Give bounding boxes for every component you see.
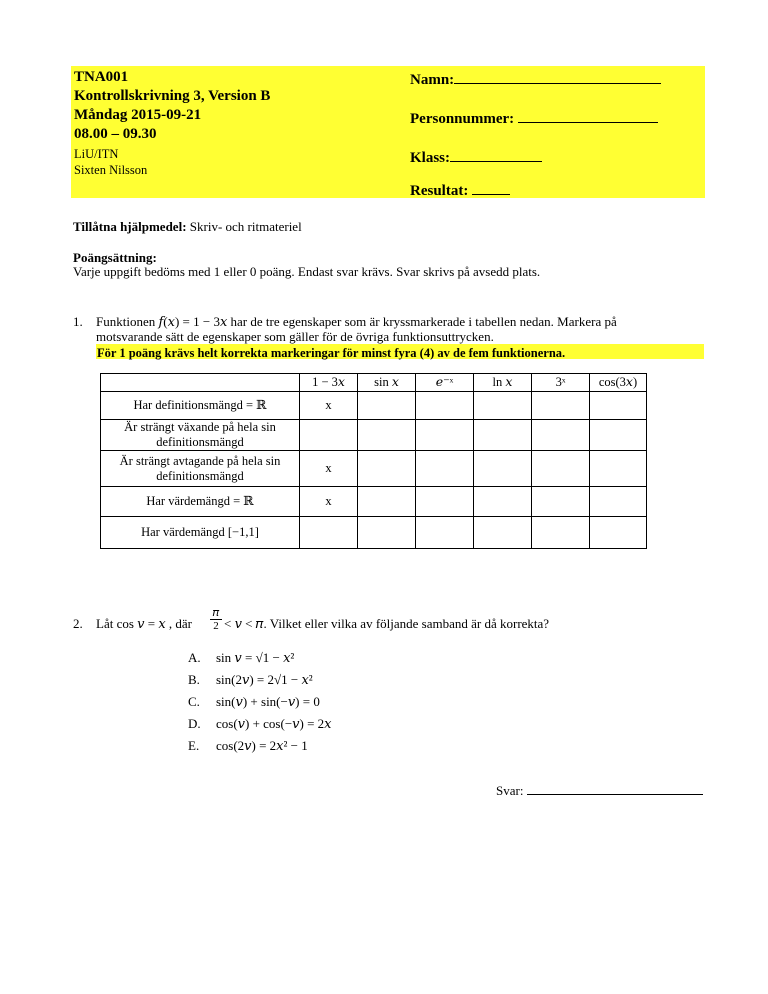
q2-number: 2. — [73, 616, 83, 631]
table-header-row — [101, 374, 647, 392]
teacher: Sixten Nilsson — [74, 163, 148, 177]
table-row — [101, 451, 647, 487]
mark-cell[interactable] — [300, 517, 358, 549]
option-expr: sin(𝑣) + sin(−𝑣) = 0 — [216, 694, 320, 709]
col-header: sin 𝑥 — [358, 374, 416, 392]
q1-highlight-text: För 1 poäng krävs helt korrekta markeringar för minst fyra (4) av de fem funktionerna. — [97, 346, 566, 360]
class-label: Klass: — [410, 150, 451, 166]
course-info — [74, 68, 270, 178]
property-table — [100, 373, 647, 549]
option-e[interactable] — [188, 738, 308, 754]
mark-cell[interactable] — [532, 451, 590, 487]
option-a[interactable] — [188, 650, 294, 666]
mark-cell[interactable] — [416, 487, 474, 517]
result-line[interactable] — [472, 179, 510, 195]
test-title: Kontrollskrivning 3, Version B — [74, 88, 271, 104]
mark-cell[interactable] — [590, 487, 647, 517]
header-box — [71, 66, 705, 198]
table-row — [101, 392, 647, 420]
col-header: ln 𝑥 — [474, 374, 532, 392]
option-letter: D. — [188, 716, 201, 731]
option-expr: sin 𝑣 = √1 − 𝑥² — [216, 650, 295, 665]
name-field[interactable] — [410, 68, 661, 89]
corner-cell — [101, 374, 300, 392]
aids-label: Tillåtna hjälpmedel: — [73, 219, 187, 234]
mark-cell[interactable] — [474, 517, 532, 549]
scoring-text: Varje uppgift bedöms med 1 eller 0 poäng. Endast svar krävs. Svar skrivs på avsedd plats. — [73, 264, 541, 279]
row-label: Är strängt växande på hela sin definitionsmängd — [101, 420, 300, 451]
q1-highlight — [96, 344, 704, 359]
option-d[interactable] — [188, 716, 332, 732]
mark-cell[interactable] — [358, 451, 416, 487]
row-label: Har värdemängd [−1,1] — [101, 517, 300, 549]
q2-text-a: Låt cos 𝑣 = 𝑥 , där — [96, 616, 193, 631]
mark-cell[interactable] — [590, 392, 647, 420]
answer-field[interactable] — [496, 779, 703, 799]
option-letter: C. — [188, 694, 200, 709]
table-row — [101, 517, 647, 549]
col-header: 3ˣ — [532, 374, 590, 392]
mark-cell[interactable] — [474, 392, 532, 420]
pnr-field[interactable] — [410, 107, 658, 128]
name-label: Namn: — [410, 72, 455, 88]
q1-line2: motsvarande sätt de egenskaper som gäller för de övriga funktionsuttrycken. — [96, 329, 494, 344]
mark-cell[interactable]: x — [300, 451, 358, 487]
option-expr: cos(𝑣) + cos(−𝑣) = 2𝑥 — [216, 716, 332, 731]
q1-number: 1. — [73, 314, 83, 329]
option-expr: cos(2𝑣) = 2𝑥² − 1 — [216, 738, 308, 753]
pnr-line[interactable] — [518, 107, 658, 123]
option-letter: E. — [188, 738, 200, 753]
result-field[interactable] — [410, 179, 510, 200]
department: LiU/ITN — [74, 147, 119, 161]
mark-cell[interactable] — [474, 420, 532, 451]
mark-cell[interactable] — [358, 392, 416, 420]
answer-line[interactable] — [527, 779, 703, 795]
option-letter: A. — [188, 650, 201, 665]
course-code: TNA001 — [74, 69, 129, 85]
option-expr: sin(2𝑣) = 2√1 − 𝑥² — [216, 672, 313, 687]
mark-cell[interactable] — [300, 420, 358, 451]
row-label: Är strängt avtagande på hela sin definitionsmängd — [101, 451, 300, 487]
col-header: 𝑒⁻ˣ — [416, 374, 474, 392]
mark-cell[interactable] — [358, 517, 416, 549]
aids-line — [73, 219, 302, 235]
row-label: Har definitionsmängd = ℝ — [101, 392, 300, 420]
mark-cell[interactable] — [416, 517, 474, 549]
mark-cell[interactable] — [532, 517, 590, 549]
scoring-label: Poängsättning: — [73, 250, 157, 265]
mark-cell[interactable] — [590, 451, 647, 487]
q1-line1: Funktionen 𝑓(𝑥) = 1 − 3𝑥 har de tre egenskaper som är kryssmarkerade i tabellen nedan. Markera på — [96, 314, 617, 329]
mark-cell[interactable] — [474, 451, 532, 487]
mark-cell[interactable] — [590, 420, 647, 451]
table-row — [101, 487, 647, 517]
fraction-numerator: 𝜋 — [210, 607, 222, 620]
mark-cell[interactable] — [416, 451, 474, 487]
col-header: 1 − 3𝑥 — [300, 374, 358, 392]
mark-cell[interactable] — [416, 420, 474, 451]
test-date: Måndag 2015-09-21 — [74, 107, 202, 123]
answer-label: Svar: — [496, 783, 524, 798]
mark-cell[interactable]: x — [300, 392, 358, 420]
q2-fraction — [210, 607, 222, 632]
mark-cell[interactable]: x — [300, 487, 358, 517]
q2-text-b: < 𝑣 < 𝜋. Vilket eller vilka av följande samband är då korrekta? — [224, 616, 550, 631]
mark-cell[interactable] — [532, 392, 590, 420]
mark-cell[interactable] — [358, 487, 416, 517]
row-label: Har värdemängd = ℝ — [101, 487, 300, 517]
option-b[interactable] — [188, 672, 313, 688]
option-c[interactable] — [188, 694, 320, 710]
mark-cell[interactable] — [532, 487, 590, 517]
name-line[interactable] — [454, 68, 661, 84]
col-header: cos(3𝑥) — [590, 374, 647, 392]
aids-value: Skriv- och ritmateriel — [186, 219, 302, 234]
pnr-label: Personnummer: — [410, 111, 515, 127]
mark-cell[interactable] — [590, 517, 647, 549]
mark-cell[interactable] — [416, 392, 474, 420]
fraction-denominator: 2 — [213, 620, 219, 632]
class-field[interactable] — [410, 146, 542, 167]
mark-cell[interactable] — [358, 420, 416, 451]
test-time: 08.00 – 09.30 — [74, 126, 157, 142]
class-line[interactable] — [450, 146, 542, 162]
result-label: Resultat: — [410, 183, 469, 199]
option-letter: B. — [188, 672, 200, 687]
table-row — [101, 420, 647, 451]
mark-cell[interactable] — [532, 420, 590, 451]
mark-cell[interactable] — [474, 487, 532, 517]
